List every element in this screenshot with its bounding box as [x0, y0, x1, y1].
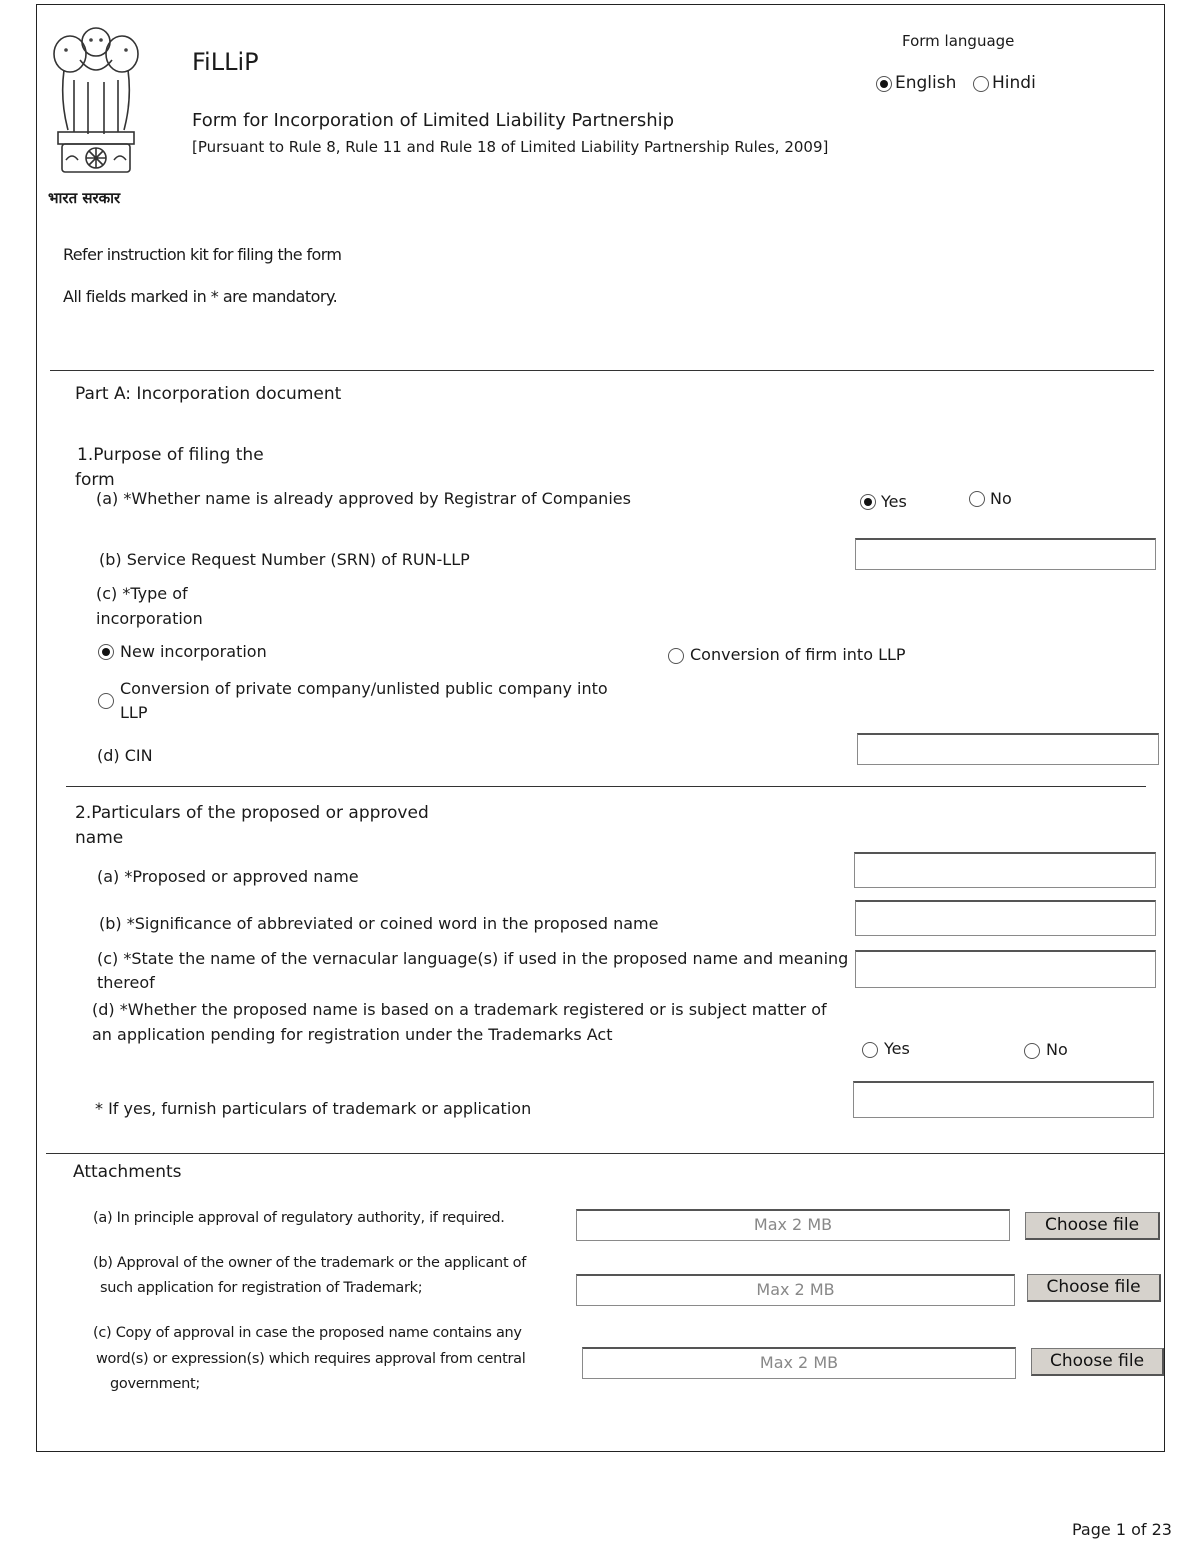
cin-input[interactable] — [857, 733, 1159, 765]
q2c-label-cont: thereof — [97, 973, 155, 992]
q1a-yes-label: Yes — [881, 492, 907, 511]
q1a-yes-radio[interactable] — [860, 494, 876, 510]
attachment-b-label: (b) Approval of the owner of the trademark or the applicant of — [93, 1255, 527, 1271]
attachment-c-label: (c) Copy of approval in case the proposed name contains any — [93, 1325, 522, 1341]
q2-title: 2.Particulars of the proposed or approved — [75, 803, 429, 823]
q-divider — [66, 786, 1146, 787]
language-english-label: English — [895, 73, 957, 93]
mandatory-note: All fields marked in * are mandatory. — [63, 287, 338, 306]
language-hindi-label: Hindi — [992, 73, 1036, 93]
trademark-yes-label: Yes — [884, 1039, 910, 1058]
attachments-divider — [46, 1153, 1164, 1154]
trademark-yes-radio[interactable] — [862, 1042, 878, 1058]
section-divider — [50, 370, 1154, 371]
q1-title-cont: form — [75, 470, 115, 490]
q2-title-cont: name — [75, 828, 124, 848]
q2d-label-cont: an application pending for registration under the Trademarks Act — [92, 1025, 613, 1044]
q1a-no-label: No — [990, 489, 1012, 508]
q1c-label-cont: incorporation — [96, 609, 203, 628]
type-conversion-company-label: Conversion of private company/unlisted public company into — [120, 679, 608, 698]
type-conversion-company-label-cont: LLP — [120, 703, 148, 722]
language-english-radio[interactable] — [876, 76, 892, 92]
q1c-label: (c) *Type of — [96, 584, 188, 603]
type-conversion-firm-radio[interactable] — [668, 648, 684, 664]
attachment-b-choose-file-button[interactable]: Choose file — [1027, 1274, 1161, 1302]
q2b-label: (b) *Significance of abbreviated or coined word in the proposed name — [99, 914, 659, 933]
type-new-incorporation-radio[interactable] — [98, 644, 114, 660]
attachment-b-file-field[interactable]: Max 2 MB — [576, 1274, 1015, 1306]
emblem-caption: भारत सरकार — [48, 189, 121, 207]
q2a-label: (a) *Proposed or approved name — [97, 867, 359, 886]
q1d-label: (d) CIN — [97, 746, 153, 765]
attachment-a-file-field[interactable]: Max 2 MB — [576, 1209, 1010, 1241]
trademark-particulars-label: * If yes, furnish particulars of trademark or application — [95, 1099, 532, 1118]
attachment-c-choose-file-button[interactable]: Choose file — [1031, 1348, 1164, 1376]
q1a-label: (a) *Whether name is already approved by Registrar of Companies — [96, 489, 631, 508]
type-conversion-company-radio[interactable] — [98, 693, 114, 709]
attachment-a-label: (a) In principle approval of regulatory authority, if required. — [93, 1210, 505, 1226]
vernacular-language-input[interactable] — [855, 950, 1156, 988]
app-title: FiLLiP — [192, 48, 259, 76]
srn-input[interactable] — [855, 538, 1156, 570]
attachment-a-choose-file-button[interactable]: Choose file — [1025, 1212, 1160, 1240]
significance-input[interactable] — [855, 900, 1156, 936]
instruction-note: Refer instruction kit for filing the form — [63, 245, 342, 264]
national-emblem-icon — [44, 20, 148, 190]
trademark-no-label: No — [1046, 1040, 1068, 1059]
attachment-c-label-cont: word(s) or expression(s) which requires approval from central — [96, 1351, 526, 1367]
q1-title: 1.Purpose of filing the — [77, 445, 264, 465]
attachment-c-label-cont2: government; — [110, 1376, 200, 1392]
q1a-no-radio[interactable] — [969, 491, 985, 507]
form-language-label: Form language — [902, 32, 1015, 50]
page-number: Page 1 of 23 — [1072, 1520, 1172, 1539]
form-title: Form for Incorporation of Limited Liability Partnership — [192, 110, 675, 131]
part-a-title: Part A: Incorporation document — [75, 384, 342, 404]
q1b-label: (b) Service Request Number (SRN) of RUN-LLP — [99, 550, 470, 569]
attachments-title: Attachments — [73, 1162, 182, 1182]
type-new-incorporation-label: New incorporation — [120, 642, 267, 661]
proposed-name-input[interactable] — [854, 852, 1156, 888]
q2d-label: (d) *Whether the proposed name is based on a trademark registered or is subject matter of — [92, 1000, 827, 1019]
attachment-b-label-cont: such application for registration of Trademark; — [100, 1280, 423, 1296]
trademark-no-radio[interactable] — [1024, 1043, 1040, 1059]
trademark-particulars-input[interactable] — [853, 1081, 1154, 1118]
attachment-c-file-field[interactable]: Max 2 MB — [582, 1347, 1016, 1379]
q2c-label: (c) *State the name of the vernacular language(s) if used in the proposed name and meaning — [97, 949, 849, 968]
language-hindi-radio[interactable] — [973, 76, 989, 92]
form-subtitle: [Pursuant to Rule 8, Rule 11 and Rule 18 of Limited Liability Partnership Rules, 2009] — [192, 138, 829, 156]
type-conversion-firm-label: Conversion of firm into LLP — [690, 645, 906, 664]
